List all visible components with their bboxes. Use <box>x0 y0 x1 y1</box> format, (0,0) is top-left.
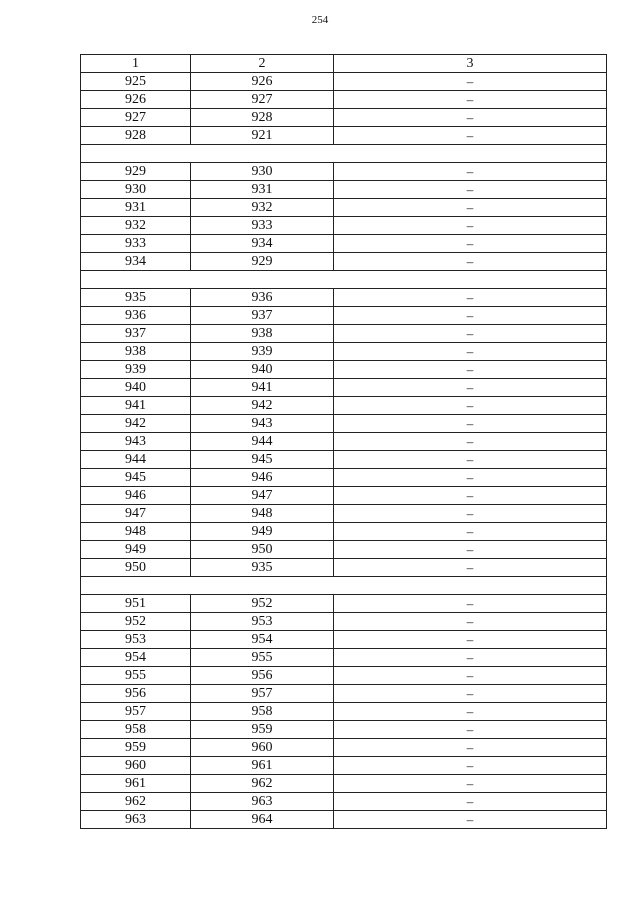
table-cell-col-2: 960 <box>191 739 334 757</box>
column-header-1: 1 <box>81 55 191 73</box>
table-row <box>81 289 607 307</box>
table-cell-col-3: – <box>334 235 607 253</box>
table-cell-col-1: 947 <box>81 505 191 523</box>
table-cell-col-1: 948 <box>81 523 191 541</box>
table-cell-col-2: 933 <box>191 217 334 235</box>
table-cell-col-1: 926 <box>81 91 191 109</box>
table-cell-col-3: – <box>334 433 607 451</box>
table-row <box>81 379 607 397</box>
group-separator-row <box>81 145 607 163</box>
table-cell-col-1: 963 <box>81 811 191 829</box>
table-cell-col-1: 962 <box>81 793 191 811</box>
table-cell-col-1: 940 <box>81 379 191 397</box>
group-separator-cell <box>81 577 607 595</box>
table-cell-col-3: – <box>334 541 607 559</box>
table-cell-col-2: 950 <box>191 541 334 559</box>
table-row <box>81 649 607 667</box>
table-cell-col-3: – <box>334 613 607 631</box>
table-cell-col-3: – <box>334 559 607 577</box>
table-row <box>81 667 607 685</box>
table-cell-col-3: – <box>334 811 607 829</box>
table-cell-col-2: 935 <box>191 559 334 577</box>
table-row <box>81 721 607 739</box>
table-cell-col-2: 946 <box>191 469 334 487</box>
page-number: 254 <box>311 14 329 26</box>
table-cell-col-1: 939 <box>81 361 191 379</box>
group-separator-row <box>81 577 607 595</box>
table-cell-col-3: – <box>334 667 607 685</box>
table-row <box>81 361 607 379</box>
table-cell-col-2: 943 <box>191 415 334 433</box>
table-cell-col-1: 959 <box>81 739 191 757</box>
table-cell-col-1: 955 <box>81 667 191 685</box>
table-cell-col-2: 929 <box>191 253 334 271</box>
table-cell-col-2: 953 <box>191 613 334 631</box>
table-cell-col-1: 931 <box>81 199 191 217</box>
table-cell-col-3: – <box>334 325 607 343</box>
table-cell-col-2: 944 <box>191 433 334 451</box>
table-row <box>81 595 607 613</box>
table-cell-col-2: 930 <box>191 163 334 181</box>
table-cell-col-2: 937 <box>191 307 334 325</box>
table-cell-col-2: 958 <box>191 703 334 721</box>
table-cell-col-3: – <box>334 343 607 361</box>
table-cell-col-3: – <box>334 307 607 325</box>
table-row <box>81 775 607 793</box>
table-cell-col-3: – <box>334 379 607 397</box>
table-row <box>81 469 607 487</box>
table-row <box>81 415 607 433</box>
table-cell-col-3: – <box>334 451 607 469</box>
table-cell-col-1: 925 <box>81 73 191 91</box>
table-row <box>81 127 607 145</box>
table-row <box>81 451 607 469</box>
table-cell-col-1: 958 <box>81 721 191 739</box>
table-row <box>81 181 607 199</box>
table-cell-col-2: 948 <box>191 505 334 523</box>
table-cell-col-1: 961 <box>81 775 191 793</box>
table-cell-col-3: – <box>334 127 607 145</box>
table-cell-col-1: 953 <box>81 631 191 649</box>
table-cell-col-1: 941 <box>81 397 191 415</box>
table-cell-col-2: 936 <box>191 289 334 307</box>
table-cell-col-1: 932 <box>81 217 191 235</box>
table-cell-col-1: 937 <box>81 325 191 343</box>
table-cell-col-2: 956 <box>191 667 334 685</box>
table-header <box>81 55 607 73</box>
table-cell-col-1: 927 <box>81 109 191 127</box>
table-row <box>81 631 607 649</box>
table-row <box>81 487 607 505</box>
table-row <box>81 253 607 271</box>
table-cell-col-1: 952 <box>81 613 191 631</box>
table-row <box>81 811 607 829</box>
table-cell-col-1: 933 <box>81 235 191 253</box>
table-cell-col-3: – <box>334 415 607 433</box>
table-cell-col-2: 938 <box>191 325 334 343</box>
table-cell-col-1: 946 <box>81 487 191 505</box>
table-cell-col-3: – <box>334 703 607 721</box>
table-row <box>81 325 607 343</box>
table-row <box>81 685 607 703</box>
table-cell-col-1: 930 <box>81 181 191 199</box>
table-cell-col-2: 927 <box>191 91 334 109</box>
table-cell-col-2: 934 <box>191 235 334 253</box>
table-cell-col-3: – <box>334 649 607 667</box>
table-cell-col-1: 928 <box>81 127 191 145</box>
table-cell-col-2: 952 <box>191 595 334 613</box>
table-cell-col-3: – <box>334 361 607 379</box>
table-row <box>81 307 607 325</box>
table-cell-col-2: 961 <box>191 757 334 775</box>
table-cell-col-1: 960 <box>81 757 191 775</box>
table-cell-col-2: 940 <box>191 361 334 379</box>
table-cell-col-3: – <box>334 217 607 235</box>
table-cell-col-2: 949 <box>191 523 334 541</box>
table-row <box>81 739 607 757</box>
table-cell-col-3: – <box>334 757 607 775</box>
table-cell-col-3: – <box>334 109 607 127</box>
table-row <box>81 523 607 541</box>
table-row <box>81 541 607 559</box>
table-cell-col-3: – <box>334 253 607 271</box>
table-cell-col-2: 932 <box>191 199 334 217</box>
table-row <box>81 199 607 217</box>
table-row <box>81 757 607 775</box>
table-row <box>81 397 607 415</box>
table-cell-col-1: 936 <box>81 307 191 325</box>
table-cell-col-1: 949 <box>81 541 191 559</box>
table-row <box>81 73 607 91</box>
table-row <box>81 613 607 631</box>
table-cell-col-3: – <box>334 469 607 487</box>
table-cell-col-3: – <box>334 163 607 181</box>
table-row <box>81 703 607 721</box>
table-cell-col-3: – <box>334 739 607 757</box>
column-header-2: 2 <box>191 55 334 73</box>
table-cell-col-3: – <box>334 775 607 793</box>
table-cell-col-2: 962 <box>191 775 334 793</box>
table-cell-col-1: 954 <box>81 649 191 667</box>
table-cell-col-2: 941 <box>191 379 334 397</box>
table-cell-col-3: – <box>334 721 607 739</box>
table-cell-col-3: – <box>334 91 607 109</box>
table-cell-col-3: – <box>334 595 607 613</box>
data-table <box>80 54 607 829</box>
table-cell-col-2: 963 <box>191 793 334 811</box>
table-cell-col-2: 939 <box>191 343 334 361</box>
table-row <box>81 91 607 109</box>
table-cell-col-1: 956 <box>81 685 191 703</box>
table-row <box>81 793 607 811</box>
table-cell-col-3: – <box>334 505 607 523</box>
table-cell-col-2: 959 <box>191 721 334 739</box>
table-cell-col-1: 951 <box>81 595 191 613</box>
table-cell-col-3: – <box>334 73 607 91</box>
table-cell-col-3: – <box>334 181 607 199</box>
table-cell-col-2: 957 <box>191 685 334 703</box>
column-header-3: 3 <box>334 55 607 73</box>
table-cell-col-1: 943 <box>81 433 191 451</box>
group-separator-cell <box>81 145 607 163</box>
group-separator-row <box>81 271 607 289</box>
table-row <box>81 217 607 235</box>
table-row <box>81 505 607 523</box>
table-cell-col-1: 945 <box>81 469 191 487</box>
table-cell-col-1: 938 <box>81 343 191 361</box>
table-cell-col-3: – <box>334 523 607 541</box>
table-cell-col-1: 942 <box>81 415 191 433</box>
table-cell-col-3: – <box>334 289 607 307</box>
table-row <box>81 343 607 361</box>
table-row <box>81 235 607 253</box>
table-cell-col-2: 964 <box>191 811 334 829</box>
table-cell-col-2: 945 <box>191 451 334 469</box>
table-cell-col-3: – <box>334 199 607 217</box>
table-cell-col-1: 950 <box>81 559 191 577</box>
table-cell-col-2: 931 <box>191 181 334 199</box>
table-cell-col-2: 926 <box>191 73 334 91</box>
table-cell-col-3: – <box>334 793 607 811</box>
table-cell-col-2: 921 <box>191 127 334 145</box>
group-separator-cell <box>81 271 607 289</box>
table-cell-col-3: – <box>334 397 607 415</box>
table-body <box>81 73 607 829</box>
table-cell-col-1: 944 <box>81 451 191 469</box>
table-cell-col-2: 955 <box>191 649 334 667</box>
table-cell-col-3: – <box>334 631 607 649</box>
table-cell-col-3: – <box>334 487 607 505</box>
table-cell-col-2: 954 <box>191 631 334 649</box>
table-cell-col-3: – <box>334 685 607 703</box>
table-cell-col-2: 947 <box>191 487 334 505</box>
table-cell-col-1: 929 <box>81 163 191 181</box>
table-row <box>81 559 607 577</box>
table-row <box>81 163 607 181</box>
header-row <box>81 55 607 73</box>
table-cell-col-2: 942 <box>191 397 334 415</box>
table-row <box>81 433 607 451</box>
table-cell-col-1: 957 <box>81 703 191 721</box>
table-row <box>81 109 607 127</box>
table-cell-col-2: 928 <box>191 109 334 127</box>
table-cell-col-1: 934 <box>81 253 191 271</box>
table-cell-col-1: 935 <box>81 289 191 307</box>
